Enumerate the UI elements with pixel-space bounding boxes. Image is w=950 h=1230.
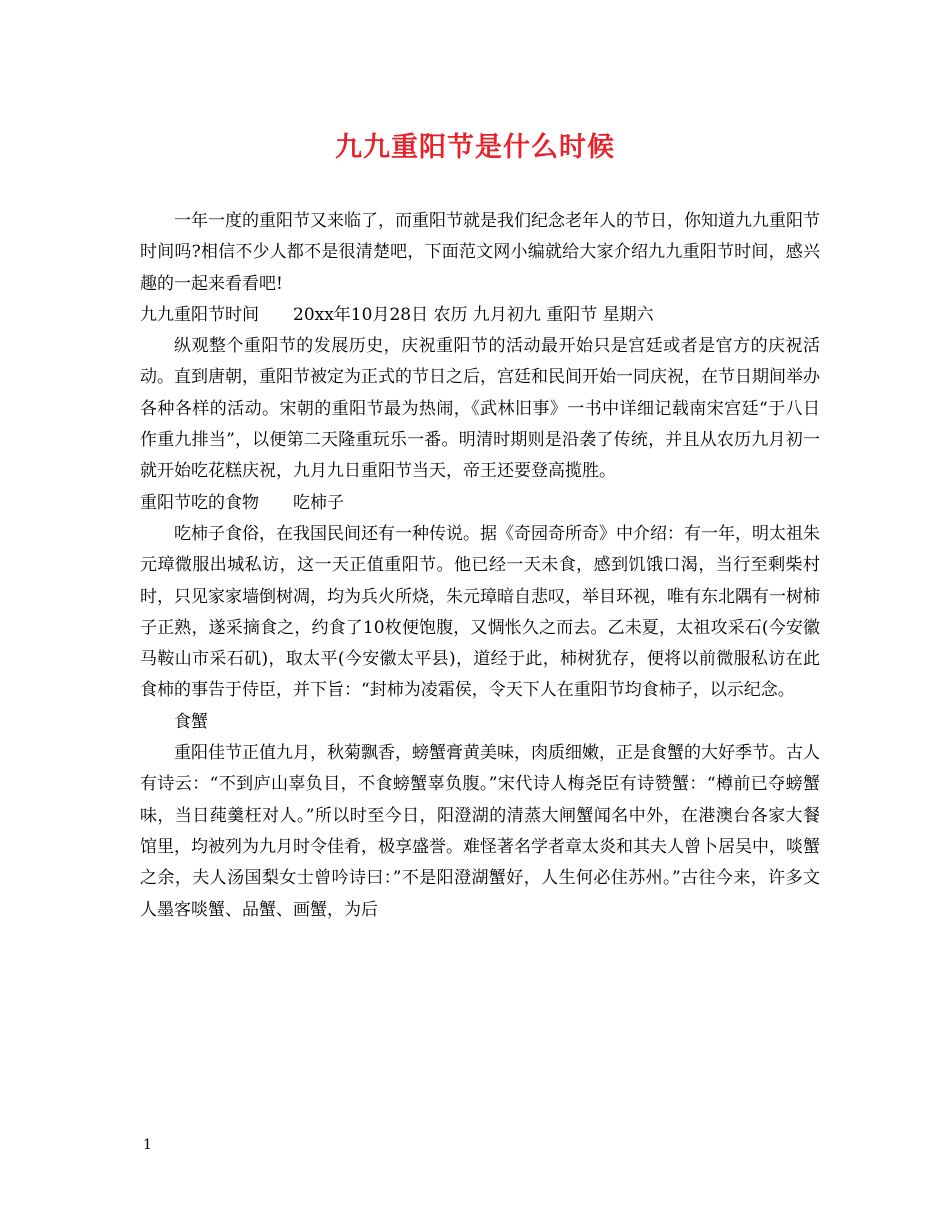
intro-paragraph: 一年一度的重阳节又来临了，而重阳节就是我们纪念老年人的节日，你知道九九重阳节时间吗?相信不少人都不是很清楚吧，下面范文网小编就给大家介绍九九重阳节时间，感兴趣的一起来看看吧! [140,211,820,294]
crab-paragraph: 重阳佳节正值九月，秋菊飘香，螃蟹膏黄美味，肉质细嫩，正是食蟹的大好季节。古人有诗云：“不到庐山辜负目，不食螃蟹辜负腹。”宋代诗人梅尧臣有诗赞蟹：“樽前已夺螃蟹味，当日莼羹枉对人。”所以时至今日，阳澄湖的清蒸大闸蟹闻名中外，在港澳台各家大餐馆里，均被列为九月时令佳肴，极享盛誉。难怪著名学者章太炎和其夫人曾卜居吴中，啖蟹之余，夫人汤国梨女士曾吟诗曰：”不是阳澄湖蟹好，人生何必住苏州。”古往今来，许多文人墨客啖蟹、品蟹、画蟹，为后 [140,743,820,920]
history-paragraph: 纵观整个重阳节的发展历史，庆祝重阳节的活动最开始只是宫廷或者是官方的庆祝活动。直到唐朝，重阳节被定为正式的节日之后，宫廷和民间开始一同庆祝，在节日期间举办各种各样的活动。宋朝的重阳节最为热闹，《武林旧事》一书中详细记载南宋宫廷“于八日作重九排当”，以便第二天隆重玩乐一番。明清时期则是沿袭了传统，并且从农历九月初一就开始吃花糕庆祝，九月九日重阳节当天，帝王还要登高揽胜。 [140,336,820,482]
page-number: 1 [143,1137,152,1153]
festival-date-line: 九九重阳节时间 20xx年10月28日 农历 九月初九 重阳节 星期六 [140,304,654,325]
document-title: 九九重阳节是什么时候 [335,132,615,163]
persimmon-paragraph: 吃柿子食俗，在我国民间还有一种传说。据《奇园奇所奇》中介绍：有一年，明太祖朱元璋微服出城私访，这一天正值重阳节。他已经一天未食，感到饥饿口渴，当行至剩柴村时，只见家家墙倒树凋，均为兵火所烧，朱元璋暗自悲叹，举目环视，唯有东北隅有一树柿子正熟，遂采摘食之，约食了10枚便饱腹，又惆怅久之而去。乙未夏，太祖攻采石(今安徽马鞍山市采石矶)，取太平(今安徽太平县)，道经于此，柿树犹存，便将以前微服私访在此食柿的事告于侍臣，并下旨：“封柿为凌霜侯，令天下人在重阳节均食柿子，以示纪念。 [140,523,820,701]
crab-heading: 食蟹 [174,711,208,732]
food-heading-line: 重阳节吃的食物 吃柿子 [140,492,344,513]
document-body [140,206,820,926]
